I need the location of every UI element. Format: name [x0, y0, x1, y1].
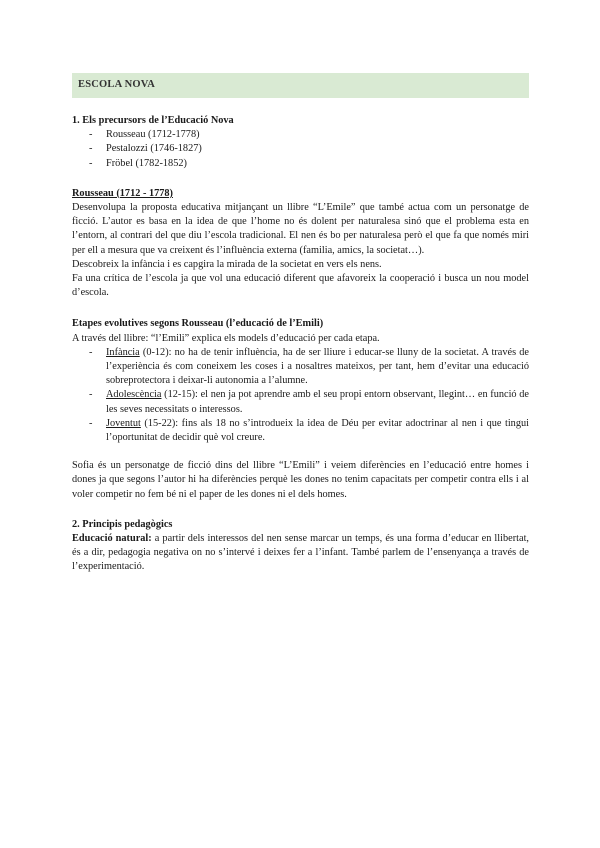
stages-list — [72, 346, 529, 445]
stage-item: - Adolescència (12-15): el nen ja pot aprendre amb el seu propi entorn observant, llegint… en funció de les seves necessitats o interessos. — [89, 389, 529, 415]
rousseau-paragraph-2: Descobreix la infància i es capgira la mirada de la societat en vers els nens. — [72, 258, 382, 270]
section2-paragraph — [72, 532, 529, 575]
rousseau-paragraph-1: Desenvolupa la proposta educativa mitjançant un llibre “L’Emile” que també actua com un personatge de ficció. L’autor es basa en la idea de que l’home no és dolent per naturalesa sinó que el problema esta en l’entorn, al contrari del que diu l’escola tradicional. El nen és bo per naturalesa però el que fa que només miri per ell a mesura que va creixent és l’influència externa (familia, amics, la societat…). — [72, 202, 529, 256]
stage-term: Adolescència — [106, 389, 162, 401]
document-title: ESCOLA NOVA — [78, 79, 155, 91]
precursors-list — [72, 128, 529, 171]
stage-text: (15-22): fins als 18 no s’introdueix la idea de Déu per evitar adoctrinar al nen i que tingui l’oportunitat de decidir què vol creure. — [106, 417, 529, 444]
document-content — [72, 73, 529, 575]
section2-heading: 2. Principis pedagògics — [72, 518, 173, 530]
document-title-bar — [72, 73, 529, 98]
stage-item: - Joventut (15-22): fins als 18 no s’introdueix la idea de Déu per evitar adoctrinar al nen i que tingui l’oportunitat de decidir què vol creure. — [89, 417, 529, 444]
list-item: - Rousseau (1712-1778) — [89, 129, 200, 141]
stage-item: - Infància (0-12): no ha de tenir influència, ha de ser lliure i educar-se lluny de la societat. A través de l’experiència és com coneixem les coses i a nosaltres mateixos, per tant, hem d’evitar una educació sobreprotectora i deixar-li autonomia a l’alumne. — [89, 346, 529, 387]
section1-heading: 1. Els precursors de l’Educació Nova — [72, 115, 234, 126]
stage-text: (0-12): no ha de tenir influència, ha de ser lliure i educar-se lluny de la societat. A través de l’experiència és com coneixem les coses i a nosaltres mateixos, per tant, hem d’evitar una educació sobreprotectora i deixar-li autonomia a l’alumne. — [106, 346, 529, 387]
stage-text: (12-15): el nen ja pot aprendre amb el seu propi entorn observant, llegint… en funció de les seves necessitats o interessos. — [106, 389, 529, 415]
stages-heading: Etapes evolutives segons Rousseau (l’educació de l’Emili) — [72, 318, 324, 330]
list-item: - Fröbel (1782-1852) — [89, 157, 187, 169]
stage-term: Infància — [106, 346, 140, 358]
list-item: - Pestalozzi (1746-1827) — [89, 143, 202, 155]
stage-term: Joventut — [106, 417, 141, 429]
rousseau-heading: Rousseau (1712 - 1778) — [72, 187, 173, 199]
stages-intro: A través del llibre: “l’Emili” explica els models d’educació per cada etapa. — [72, 332, 380, 344]
section2-lead: Educació natural: — [72, 533, 152, 545]
rousseau-paragraph-3: Fa una crítica de l’escola ja que vol una educació diferent que afavoreix la cooperació i busca un nou model d’escola. — [72, 273, 529, 299]
section2-text: a partir dels interessos del nen sense marcar un temps, és una forma d’educar en llibertat, és a dir, pedagogia negativa on no s’intervé i deixes fer a l’infant. També parlem de l’ensenyança a través de l’experimentació. — [72, 533, 530, 573]
sofia-paragraph: Sofia és un personatge de ficció dins del llibre “L’Emili” i veiem diferències en l’educació entre homes i dones ja que segons l’autor hi ha diferències perquè les dones no tenim capacitats per competir contra ells i al voler competir no fem bé ni el paper de les dones ni el dels homes. — [72, 460, 529, 500]
